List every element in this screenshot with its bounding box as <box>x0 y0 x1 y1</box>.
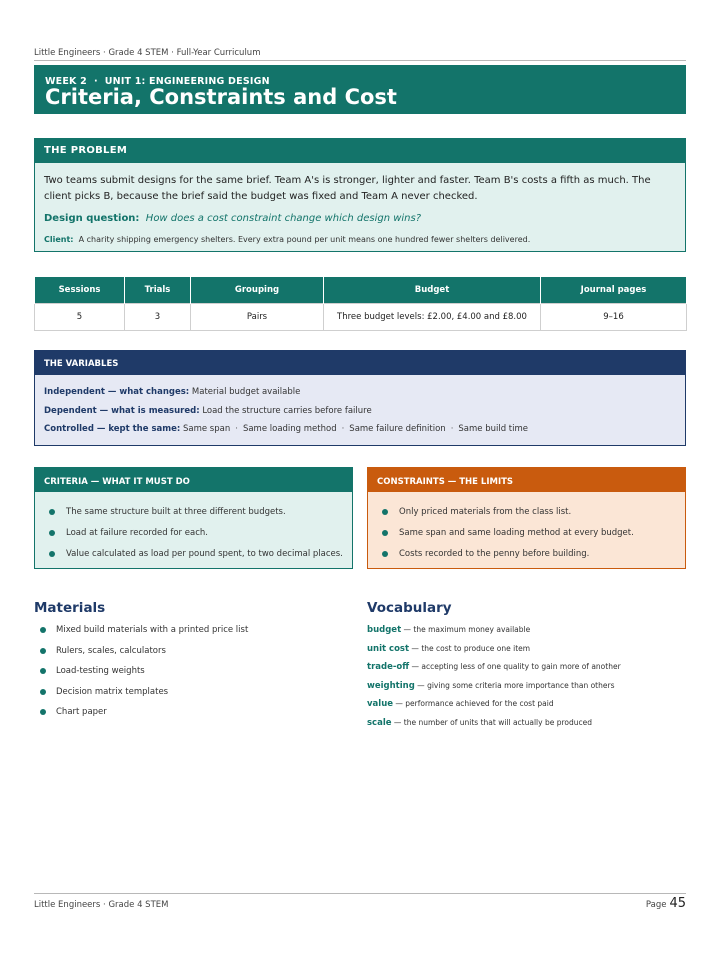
header-budget: Budget <box>324 277 541 304</box>
dependent-variable <box>35 402 685 421</box>
kicker-separator: · <box>93 76 98 87</box>
list-item-text: Costs recorded to the penny before building. <box>399 549 590 559</box>
list-item <box>382 544 685 565</box>
list-item-text: Load at failure recorded for each. <box>66 528 208 538</box>
materials-heading: Materials <box>34 600 106 616</box>
list-item-text: Only priced materials from the class list. <box>399 507 572 517</box>
bullet-icon <box>382 509 388 515</box>
problem-panel <box>34 138 686 252</box>
footer-title: Little Engineers · Grade 4 STEM <box>34 900 169 910</box>
client-text: A charity shipping emergency shelters. Every extra pound per unit means one hundred fewer shelters delivered. <box>78 235 531 244</box>
cell-sessions: 5 <box>35 304 125 331</box>
materials-list <box>40 620 248 723</box>
list-item <box>40 661 248 682</box>
controlled-separator: · <box>341 424 345 434</box>
vocab-entry <box>367 695 621 714</box>
independent-value: Material budget available <box>191 387 301 397</box>
bullet-icon <box>49 551 55 557</box>
vocab-term: value <box>367 699 394 710</box>
vocab-dash: — <box>391 717 404 727</box>
header-grouping: Grouping <box>191 277 324 304</box>
vocab-definition: the maximum money available <box>413 625 531 634</box>
table-header-row <box>35 277 687 304</box>
vocab-dash: — <box>409 662 422 672</box>
vocabulary-list <box>367 621 621 733</box>
vocab-definition: accepting less of one quality to gain more of another <box>421 662 621 672</box>
criteria-panel <box>34 467 353 569</box>
list-item <box>382 502 685 523</box>
page-number-value: 45 <box>669 896 686 911</box>
variables-panel <box>34 350 686 446</box>
variables-heading: THE VARIABLES <box>35 351 685 375</box>
dependent-value: Load the structure carries before failure <box>202 405 372 416</box>
list-item-text: Rulers, scales, calculators <box>56 645 166 656</box>
list-item <box>49 523 352 544</box>
unit-label: UNIT 1: ENGINEERING DESIGN <box>104 76 270 87</box>
design-question-text: How does a cost constraint change which design wins? <box>145 213 422 224</box>
cell-journal-pages: 9–16 <box>541 304 687 331</box>
problem-heading: THE PROBLEM <box>35 139 685 163</box>
problem-text: Two teams submit designs for the same brief. Team A's is stronger, lighter and faster. Team B's costs a fifth as much. The client picks B, because the brief said the budget was fixed and Team A never checked. <box>44 175 651 202</box>
running-head: Little Engineers · Grade 4 STEM · Full-Year Curriculum <box>34 48 261 58</box>
list-item-text: Decision matrix templates <box>56 686 169 697</box>
vocab-definition: the cost to produce one item <box>421 643 531 653</box>
header-divider <box>34 60 686 61</box>
session-info-table <box>34 276 687 331</box>
cell-grouping: Pairs <box>191 304 324 331</box>
controlled-variables <box>35 420 685 439</box>
list-item <box>49 544 352 565</box>
header-trials: Trials <box>125 277 191 304</box>
cell-budget: Three budget levels: £2.00, £4.00 and £8.00 <box>324 304 541 331</box>
week-label: WEEK 2 <box>45 76 87 87</box>
vocab-term: weighting <box>367 680 415 691</box>
table-row <box>35 304 687 331</box>
independent-label: Independent — what changes: <box>44 387 190 397</box>
vocab-entry <box>367 658 621 677</box>
list-item <box>49 502 352 523</box>
vocab-definition: giving some criteria more importance than others <box>427 680 615 690</box>
independent-variable <box>35 383 685 402</box>
title-banner <box>34 65 686 114</box>
header-sessions: Sessions <box>35 277 125 304</box>
dependent-label: Dependent — what is measured: <box>44 405 200 416</box>
vocab-term: unit cost <box>367 643 410 654</box>
list-item <box>40 702 248 723</box>
vocab-definition: performance achieved for the cost paid <box>405 699 554 709</box>
vocab-entry <box>367 677 621 696</box>
criteria-list <box>35 492 352 565</box>
bullet-icon <box>40 668 46 674</box>
list-item-text: Chart paper <box>56 707 107 717</box>
list-item-text: Same span and same loading method at every budget. <box>399 528 634 538</box>
bullet-icon <box>40 648 46 654</box>
design-question <box>44 211 676 227</box>
vocab-term: scale <box>367 717 392 728</box>
list-item-text: Mixed build materials with a printed price list <box>56 625 249 635</box>
client-label: Client: <box>44 235 74 244</box>
list-item <box>40 682 248 703</box>
vocab-entry <box>367 621 621 640</box>
criteria-heading: CRITERIA — WHAT IT MUST DO <box>35 468 352 492</box>
list-item <box>40 641 248 662</box>
footer-divider <box>34 893 686 894</box>
vocab-term: trade-off <box>367 662 410 673</box>
controlled-item: Same span <box>182 424 231 434</box>
vocab-dash: — <box>393 699 406 709</box>
controlled-separator: · <box>450 424 454 434</box>
controlled-item: Same build time <box>458 424 529 434</box>
page-title: Criteria, Constraints and Cost <box>45 85 397 109</box>
vocab-entry <box>367 640 621 659</box>
constraints-list <box>368 492 685 565</box>
list-item-text: Value calculated as load per pound spent, to two decimal places. <box>66 549 343 559</box>
design-question-label: Design question: <box>44 213 140 224</box>
controlled-item: Same loading method <box>242 424 337 434</box>
list-item-text: The same structure built at three different budgets. <box>66 507 286 517</box>
bullet-icon <box>40 709 46 715</box>
bullet-icon <box>49 530 55 536</box>
bullet-icon <box>49 509 55 515</box>
list-item-text: Load-testing weights <box>56 666 145 676</box>
constraints-panel <box>367 467 686 569</box>
constraints-heading: CONSTRAINTS — THE LIMITS <box>368 468 685 492</box>
list-item <box>40 620 248 641</box>
vocabulary-heading: Vocabulary <box>367 600 452 616</box>
bullet-icon <box>382 530 388 536</box>
page-label: Page <box>645 900 667 910</box>
vocab-definition: the number of units that will actually be produced <box>403 717 593 727</box>
vocab-dash: — <box>414 680 428 690</box>
bullet-icon <box>382 551 388 557</box>
vocab-term: budget <box>367 625 402 635</box>
bullet-icon <box>40 689 46 695</box>
controlled-separator: · <box>235 424 238 434</box>
client-line <box>44 232 676 248</box>
controlled-item: Same failure definition <box>349 424 446 434</box>
list-item <box>382 523 685 544</box>
cell-trials: 3 <box>125 304 191 331</box>
vocab-entry <box>367 714 621 733</box>
page-number <box>646 896 686 911</box>
vocab-dash: — <box>401 625 414 634</box>
page <box>34 0 686 960</box>
vocab-dash: — <box>409 643 422 653</box>
bullet-icon <box>40 627 46 633</box>
controlled-label: Controlled — kept the same: <box>44 424 181 434</box>
header-journal-pages: Journal pages <box>541 277 687 304</box>
